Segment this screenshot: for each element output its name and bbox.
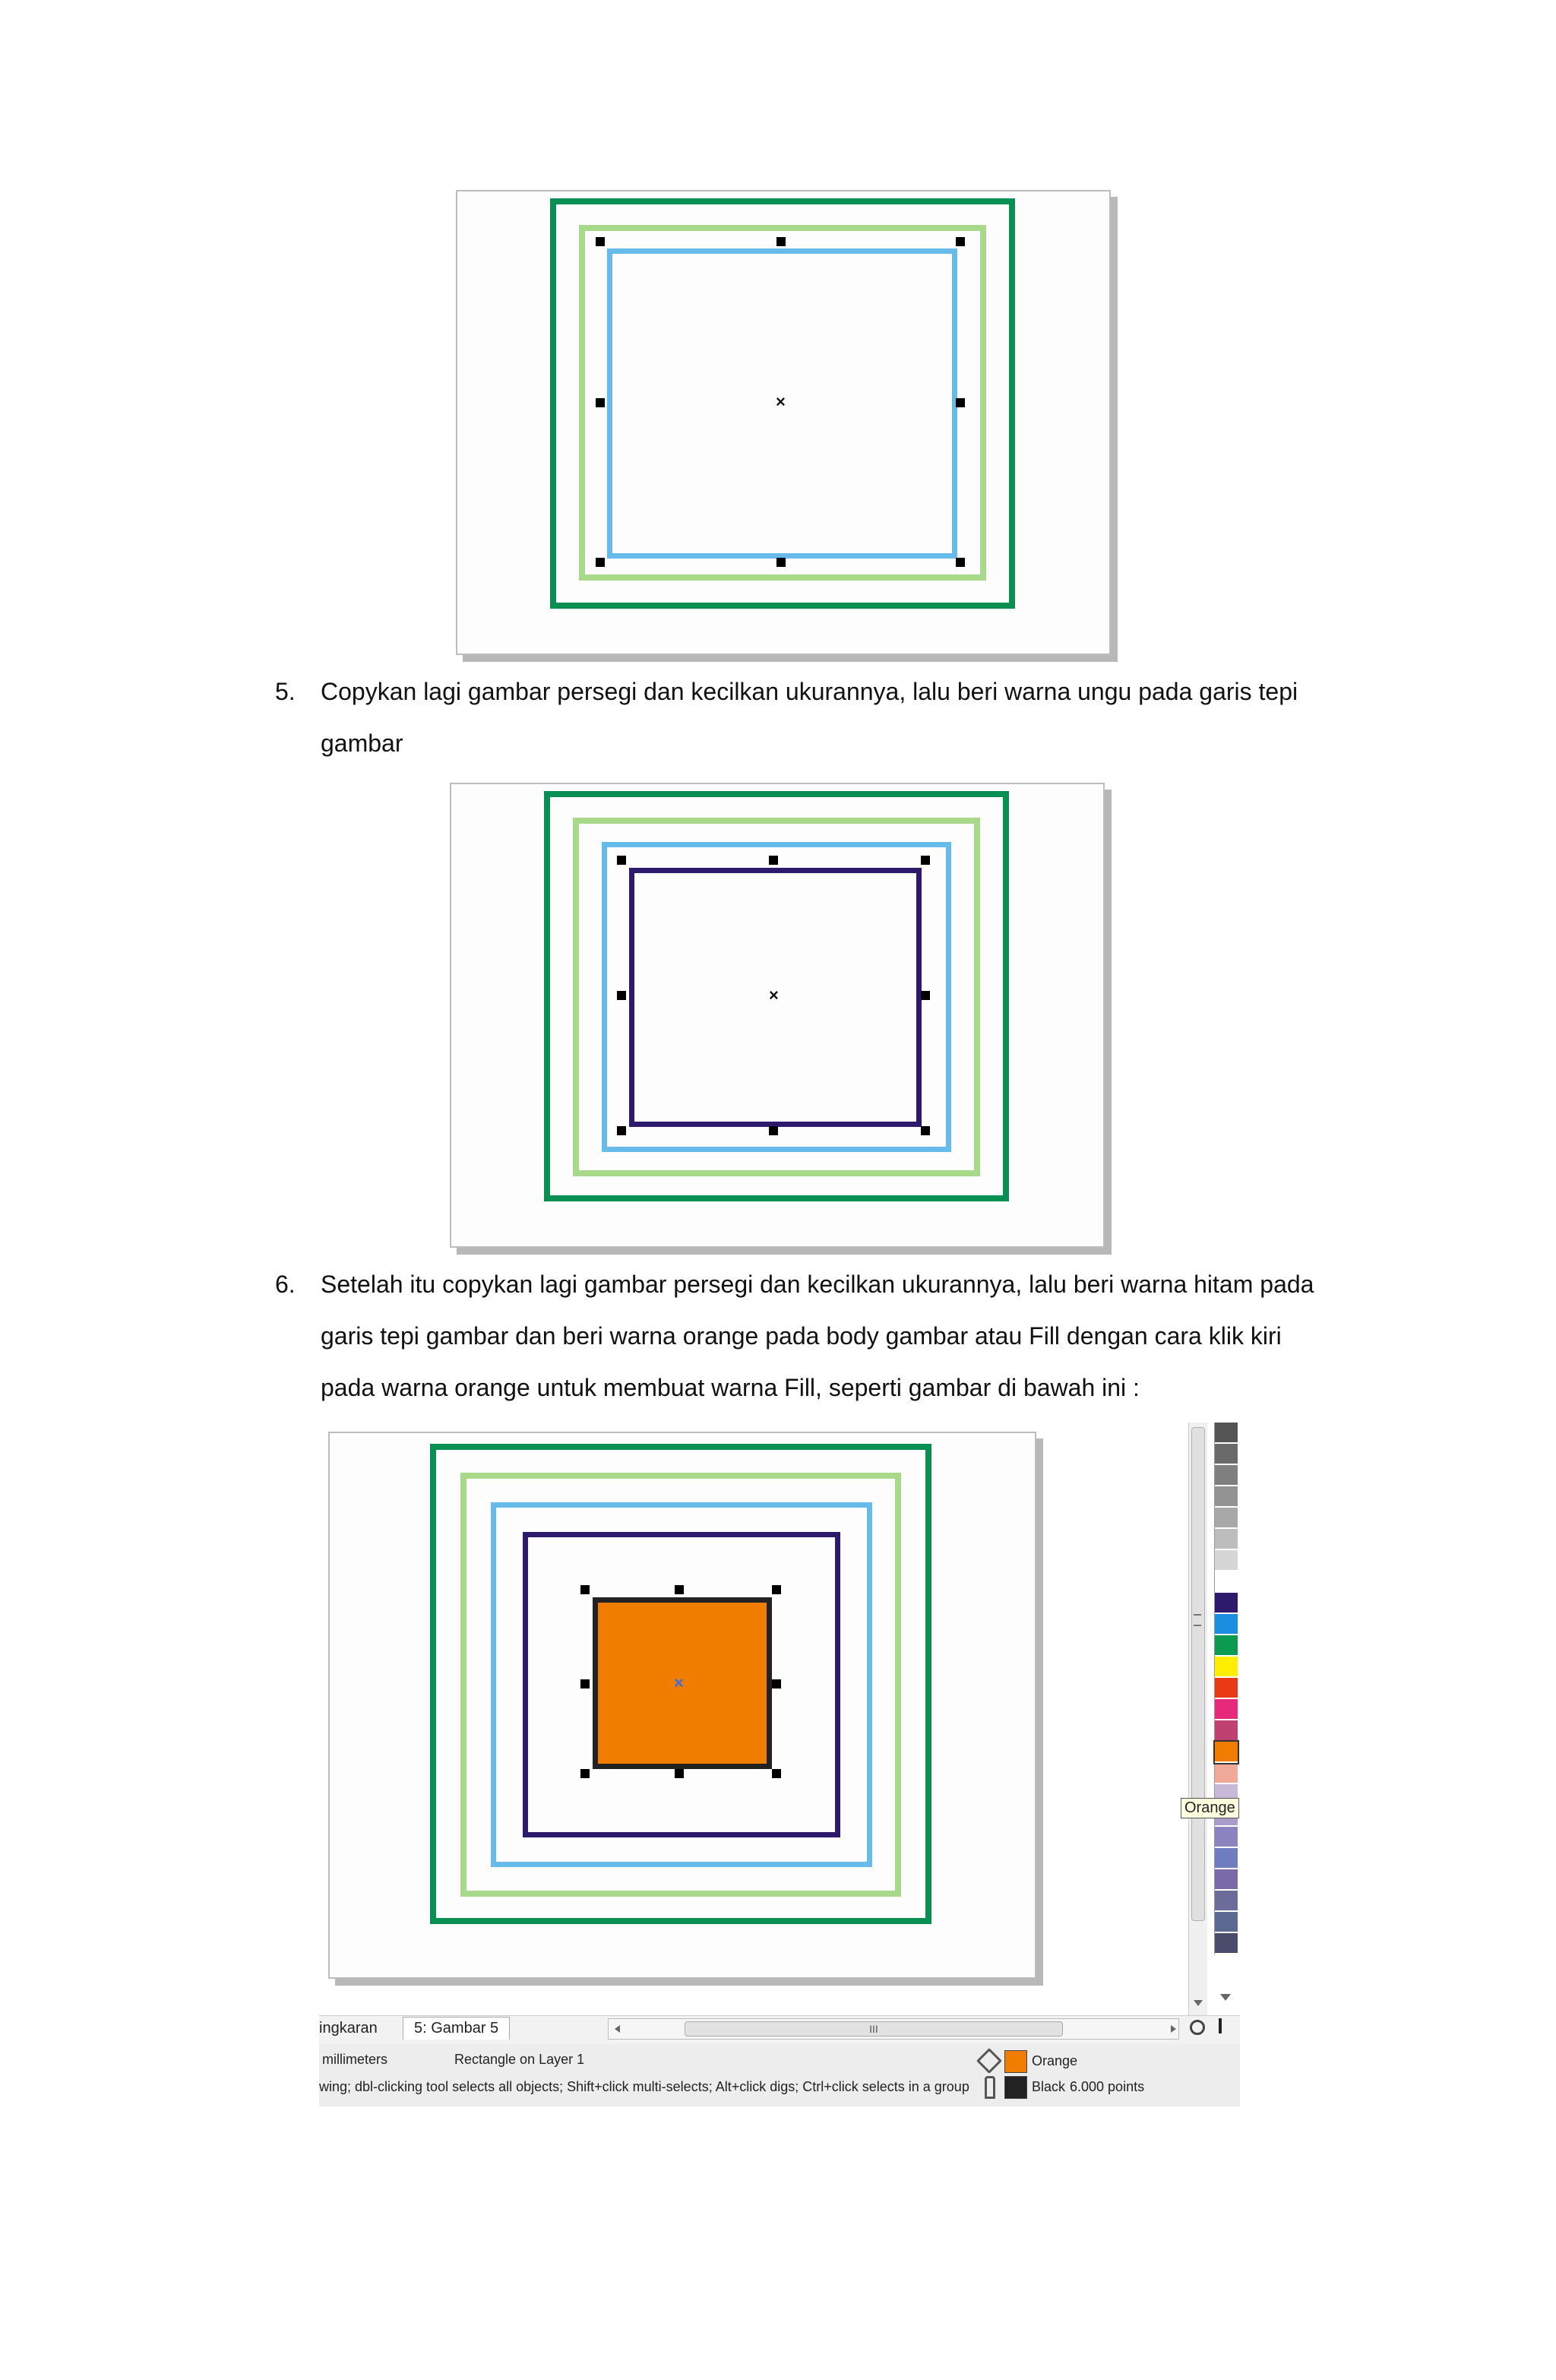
selection-handle[interactable] xyxy=(596,237,605,246)
scroll-left-icon[interactable] xyxy=(615,2025,620,2033)
selection-handle[interactable] xyxy=(580,1585,590,1594)
fill-color-swatch[interactable] xyxy=(1004,2050,1027,2073)
selection-handle[interactable] xyxy=(769,1126,778,1135)
palette-swatch[interactable] xyxy=(1215,1827,1238,1848)
scroll-grip-icon xyxy=(1194,1614,1201,1626)
step-text-line: Setelah itu copykan lagi gambar persegi dan kecilkan ukurannya, lalu beri warna hitam pada xyxy=(321,1271,1314,1298)
selection-handle[interactable] xyxy=(956,398,965,407)
palette-end-icon[interactable] xyxy=(1219,2018,1222,2033)
tab-previous-page[interactable]: ingkaran xyxy=(319,2020,378,2037)
palette-tooltip: Orange xyxy=(1181,1798,1239,1818)
status-units: millimeters xyxy=(322,2052,388,2067)
palette-swatch[interactable] xyxy=(1215,1593,1238,1614)
selection-handle[interactable] xyxy=(772,1585,781,1594)
palette-swatch[interactable] xyxy=(1215,1444,1238,1465)
horizontal-scrollbar[interactable] xyxy=(608,2018,1179,2040)
selection-handle[interactable] xyxy=(617,1126,626,1135)
selection-handle[interactable] xyxy=(956,558,965,567)
scroll-thumb[interactable] xyxy=(1191,1427,1205,1921)
palette-swatch[interactable] xyxy=(1215,1848,1238,1869)
outline-color-swatch[interactable] xyxy=(1004,2076,1027,2099)
selection-handle[interactable] xyxy=(772,1679,781,1688)
palette-swatch[interactable] xyxy=(1215,1699,1238,1720)
selection-handle[interactable] xyxy=(776,558,786,567)
center-marker: × xyxy=(674,1673,684,1692)
tab-current-page[interactable]: 5: Gambar 5 xyxy=(403,2017,510,2040)
palette-swatch[interactable] xyxy=(1215,1657,1238,1678)
selection-handle[interactable] xyxy=(921,1126,930,1135)
step-text-line: pada warna orange untuk membuat warna Fill, seperti gambar di bawah ini : xyxy=(321,1374,1140,1401)
selection-handle[interactable] xyxy=(776,237,786,246)
fill-color-name: Orange xyxy=(1032,2053,1078,2068)
step-6 xyxy=(275,1258,1415,1413)
scroll-right-icon[interactable] xyxy=(1171,2025,1176,2033)
outline-pen-icon xyxy=(985,2076,995,2099)
step-number: 6. xyxy=(275,1271,296,1298)
vertical-scrollbar[interactable] xyxy=(1188,1423,1207,2015)
center-marker: × xyxy=(776,392,786,411)
selection-handle[interactable] xyxy=(956,237,965,246)
palette-swatch[interactable] xyxy=(1215,1678,1238,1699)
palette-swatch[interactable] xyxy=(1215,1486,1238,1508)
selection-handle[interactable] xyxy=(596,558,605,567)
palette-swatch[interactable] xyxy=(1215,1635,1238,1657)
center-marker: × xyxy=(769,986,779,1005)
palette-swatch[interactable] xyxy=(1215,1508,1238,1529)
scroll-down-icon[interactable] xyxy=(1194,2000,1203,2006)
status-object-info: Rectangle on Layer 1 xyxy=(454,2052,585,2067)
selection-handle[interactable] xyxy=(617,991,626,1000)
status-hint: wing; dbl-clicking tool selects all objects; Shift+click multi-selects; Alt+click digs; Ctrl+click selects in a group xyxy=(319,2079,969,2094)
palette-swatch[interactable] xyxy=(1215,1465,1238,1486)
palette-swatch[interactable] xyxy=(1215,1614,1238,1635)
selection-handle[interactable] xyxy=(772,1769,781,1778)
selection-handle[interactable] xyxy=(675,1769,684,1778)
step-number: 5. xyxy=(275,678,296,705)
palette-swatch[interactable] xyxy=(1215,1529,1238,1550)
palette-swatch[interactable] xyxy=(1215,1869,1238,1891)
palette-swatch[interactable] xyxy=(1215,1571,1238,1593)
step-text-line: garis tepi gambar dan beri warna orange pada body gambar atau Fill dengan cara klik kiri xyxy=(321,1322,1282,1350)
selection-handle[interactable] xyxy=(596,398,605,407)
selection-handle[interactable] xyxy=(921,856,930,865)
selection-handle[interactable] xyxy=(675,1585,684,1594)
palette-swatch[interactable] xyxy=(1215,1720,1238,1742)
palette-swatch[interactable] xyxy=(1215,1423,1238,1444)
zoom-navigator-icon[interactable] xyxy=(1190,2020,1205,2035)
palette-swatch[interactable] xyxy=(1215,1763,1238,1784)
selection-handle[interactable] xyxy=(580,1679,590,1688)
selection-handle[interactable] xyxy=(580,1769,590,1778)
step-text-line: Copykan lagi gambar persegi dan kecilkan ukurannya, lalu beri warna ungu pada garis tepi xyxy=(321,678,1298,705)
step-text-line: gambar xyxy=(321,730,403,757)
palette-swatch[interactable] xyxy=(1215,1891,1238,1912)
step-5 xyxy=(275,666,1415,769)
palette-scroll-down-icon[interactable] xyxy=(1220,1994,1231,2001)
color-palette xyxy=(1214,1423,1238,1954)
outline-color-name: Black xyxy=(1032,2079,1066,2094)
palette-swatch[interactable] xyxy=(1215,1742,1238,1763)
selection-handle[interactable] xyxy=(617,856,626,865)
palette-swatch[interactable] xyxy=(1215,1933,1238,1954)
palette-swatch[interactable] xyxy=(1215,1912,1238,1933)
scroll-thumb[interactable]: III xyxy=(685,2021,1063,2037)
selection-handle[interactable] xyxy=(769,856,778,865)
selection-handle[interactable] xyxy=(921,991,930,1000)
outline-width: 6.000 points xyxy=(1070,2079,1145,2094)
palette-swatch[interactable] xyxy=(1215,1550,1238,1571)
